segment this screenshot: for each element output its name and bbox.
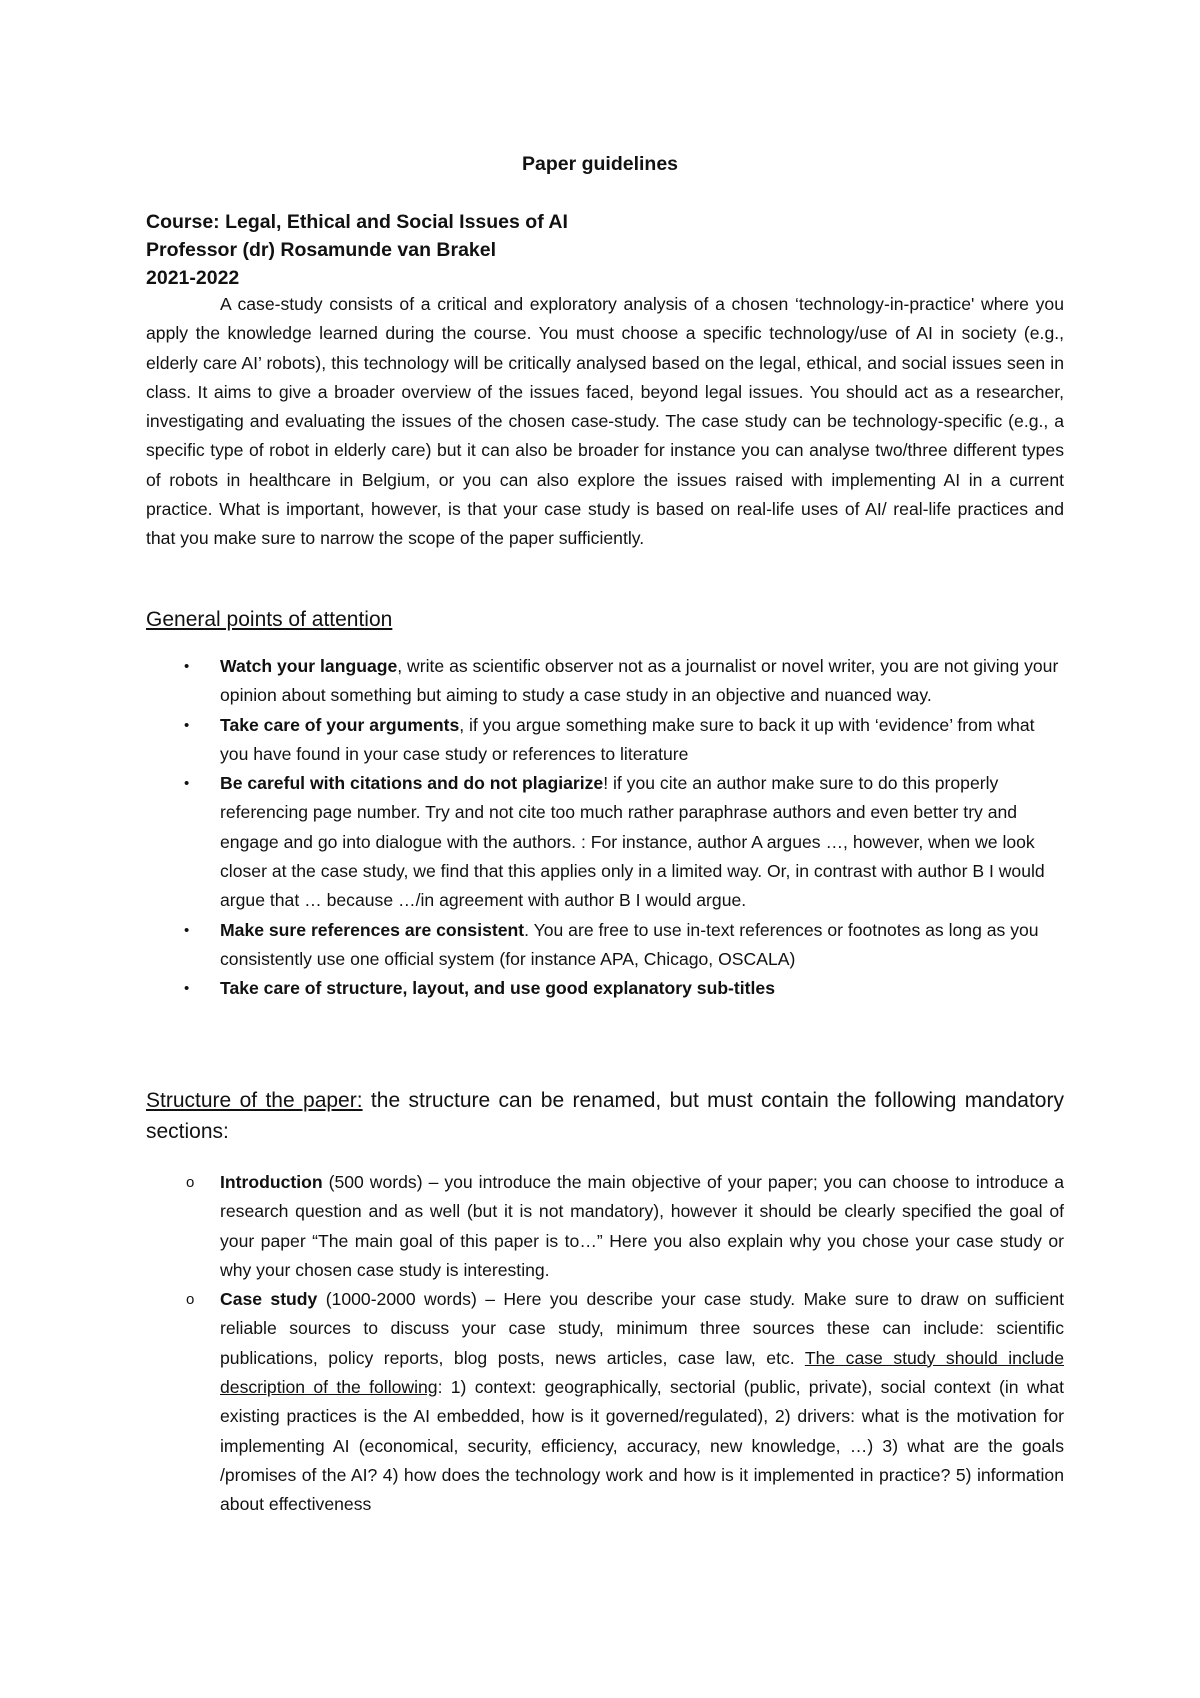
bullet-text: . You are free to use in-text references or footnotes as long as you consistently use one official system (for instance APA, Chicago, OSCALA) bbox=[220, 919, 1039, 969]
academic-year: 2021-2022 bbox=[146, 267, 240, 289]
intro-paragraph: A case-study consists of a critical and exploratory analysis of a chosen ‘technology-in-practice' where you apply the knowledge learned during the course. You must choose a specific technology/use of AI in society (e.g., elderly care AI’ robots), this technology will be critically analysed based on the legal, ethical, and social issues seen in class. It aims to give a broader overview of the issues faced, beyond legal issues. You should act as a researcher, investigating and evaluating the issues of the chosen case-study. The case study can be technology-specific (e.g., a specific type of robot in elderly care) but it can also be broader for instance you can analyse two/three different types of robots in healthcare in Belgium, or you can also explore the issues raised with implementing AI in a current practice. What is important, however, is that your case study is based on real-life uses of AI/ real-life practices and that you make sure to narrow the scope of the paper sufficiently. bbox=[146, 294, 1064, 549]
section-text: (500 words) – you introduce the main objective of your paper; you can choose to introduce a research question and as well (but it is not mandatory), however it should be clearly specified the goal of your paper “The main goal of this paper is to…” Here you also explain why you chose your case study or why your chosen case study is interesting. bbox=[220, 1172, 1064, 1280]
section-text: (1000-2000 words) – Here you describe your case study. Make sure to draw on sufficient reliable sources to discuss your case study, minimum three sources these can include: scientific publications, policy reports, blog posts, news articles, case law, etc. bbox=[220, 1289, 1064, 1368]
section-name: Introduction bbox=[220, 1172, 323, 1192]
list-item bbox=[146, 652, 1064, 711]
list-item bbox=[146, 1285, 1064, 1519]
bullet-text: , if you argue something make sure to back it up with ‘evidence’ from what you have found in your case study or references to literature bbox=[220, 714, 1035, 764]
section-text-continued: : 1) context: geographically, sectorial (public, private), social context (in what existing practices is the AI embedded, how is it governed/regulated), 2) drivers: what is the motivation for implementing AI (economical, security, efficiency, accuracy, new knowledge, …) 3) what are the goals /promises of the AI? 4) how does the technology work and how is it implemented in practice? 5) information about effectiveness bbox=[220, 1377, 1064, 1515]
mandatory-sections-list bbox=[146, 1168, 1064, 1520]
list-item bbox=[146, 974, 1064, 1003]
section-name: Case study bbox=[220, 1289, 318, 1310]
list-item bbox=[146, 916, 1064, 975]
document-meta bbox=[146, 208, 568, 292]
structure-heading bbox=[146, 1085, 1064, 1147]
section-underlined-text: The case study should include description of the following bbox=[220, 1347, 1064, 1398]
structure-heading-label: Structure of the paper: bbox=[146, 1089, 363, 1112]
bullet-lead: Be careful with citations and do not plagiarize bbox=[220, 773, 604, 794]
bullet-lead: Take care of structure, layout, and use good explanatory sub-titles bbox=[220, 978, 775, 999]
bullet-icon: • bbox=[184, 775, 190, 793]
bullet-lead: Take care of your arguments bbox=[220, 714, 460, 735]
bullet-icon: • bbox=[184, 658, 190, 675]
bullet-icon: • bbox=[184, 716, 190, 734]
general-points-list bbox=[146, 652, 1064, 1004]
bullet-icon: • bbox=[184, 980, 190, 998]
circle-bullet-icon: o bbox=[186, 1291, 195, 1309]
professor-line: Professor (dr) Rosamunde van Brakel bbox=[146, 239, 497, 261]
structure-heading-text: the structure can be renamed, but must contain the following mandatory sections: bbox=[146, 1089, 1064, 1143]
bullet-text: ! if you cite an author make sure to do this properly referencing page number. Try and not cite too much rather paraphrase authors and even better try and engage and go into dialogue with the authors. : For instance, author A argues …, however, when we look closer at the case study, we find that this applies only in a limited way. Or, in contrast with author B I would argue that … because …/in agreement with author B I would argue. bbox=[220, 773, 1045, 911]
bullet-icon: • bbox=[184, 921, 190, 939]
document-title: Paper guidelines bbox=[521, 153, 679, 175]
list-item bbox=[146, 711, 1064, 770]
circle-bullet-icon: o bbox=[186, 1174, 195, 1191]
bullet-lead: Make sure references are consistent bbox=[220, 919, 525, 940]
list-item bbox=[146, 769, 1064, 915]
bullet-lead: Watch your language bbox=[220, 656, 398, 676]
general-points-heading: General points of attention bbox=[146, 608, 393, 631]
bullet-text: , write as scientific observer not as a journalist or novel writer, you are not giving your opinion about something but aiming to study a case study in an objective and nuanced way. bbox=[220, 656, 1059, 706]
course-line: Course: Legal, Ethical and Social Issues of AI bbox=[146, 211, 568, 233]
list-item bbox=[146, 1168, 1064, 1285]
